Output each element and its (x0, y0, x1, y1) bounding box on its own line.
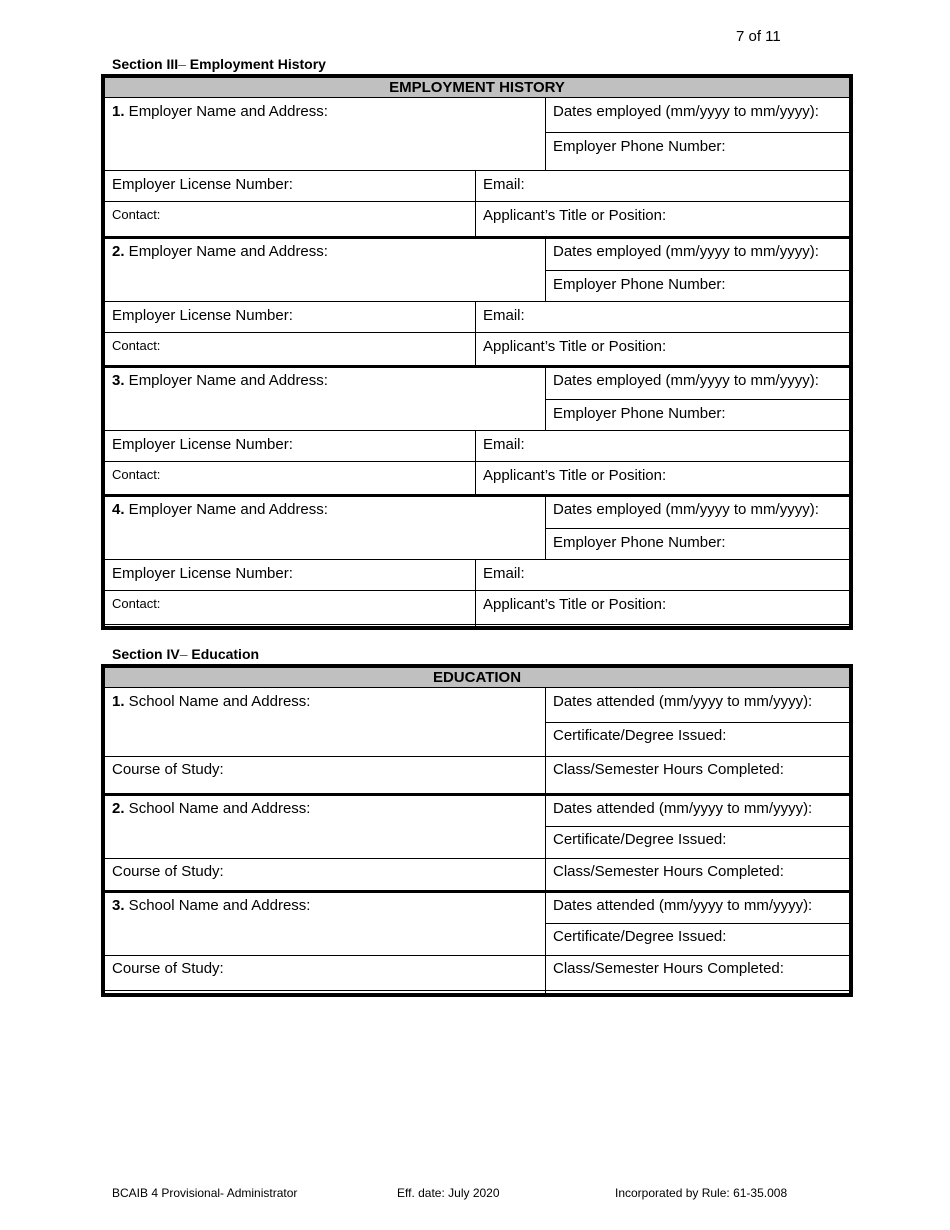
footer-rule: Incorporated by Rule: 61-35.008 (615, 1186, 788, 1200)
school-2-course-label: Course of Study: (112, 863, 224, 880)
employer-1-mid-divider (475, 170, 476, 238)
employer-1-title-label: Applicant’s Title or Position: (483, 207, 667, 224)
employer-4-dates-label: Dates employed (mm/yyyy to mm/yyyy): (553, 501, 819, 518)
school-3-dates-label: Dates attended (mm/yyyy to mm/yyyy): (553, 897, 813, 914)
school-3-name-address-label-number: 3. (112, 897, 125, 914)
footer-eff-date: Eff. date: July 2020 (397, 1186, 500, 1200)
employer-2-license-line (105, 301, 849, 302)
employer-2-license-label: Employer License Number: (112, 307, 293, 324)
employer-4-contact-line (105, 590, 849, 591)
education-section-heading: Section IV (112, 646, 180, 662)
employer-2-name-address-label-number: 2. (112, 243, 125, 260)
education-table (101, 664, 853, 997)
employer-2-title-label: Applicant’s Title or Position: (483, 338, 667, 355)
employer-4-mid-divider (475, 559, 476, 626)
school-3-degree-label: Certificate/Degree Issued: (553, 928, 727, 945)
employer-4-license-line (105, 559, 849, 560)
employer-1-name-address-label (112, 103, 328, 120)
employment-section-title (112, 56, 326, 72)
school-2-course-line (105, 858, 849, 859)
employer-1-dates-line (545, 132, 849, 133)
employer-4-email-label: Email: (483, 565, 525, 582)
employer-2-contact-label: Contact: (112, 338, 161, 353)
school-1-name-address-label-number: 1. (112, 693, 125, 710)
employer-1-license-label: Employer License Number: (112, 176, 293, 193)
employer-2-dates-label: Dates employed (mm/yyyy to mm/yyyy): (553, 243, 819, 260)
school-2-name-address-label-text: School Name and Address: (124, 800, 311, 817)
school-2-dates-label: Dates attended (mm/yyyy to mm/yyyy): (553, 800, 813, 817)
employer-4-name-address-label-text: Employer Name and Address: (124, 501, 328, 518)
employer-2-phone-label: Employer Phone Number: (553, 276, 726, 293)
education-section-dash: – (179, 646, 188, 662)
school-1-degree-label: Certificate/Degree Issued: (553, 727, 727, 744)
employer-3-dates-line (545, 399, 849, 400)
school-2-dates-line (545, 826, 849, 827)
school-2-right-divider (545, 795, 546, 892)
employer-2-name-address-label-text: Employer Name and Address: (124, 243, 328, 260)
employer-4-license-label: Employer License Number: (112, 565, 293, 582)
school-1-name-address-label (112, 693, 310, 710)
employment-bottom-inner-line (105, 624, 849, 625)
employer-3-phone-label: Employer Phone Number: (553, 405, 726, 422)
employer-4-name-address-label (112, 501, 328, 518)
employer-3-license-label: Employer License Number: (112, 436, 293, 453)
employment-table-header: EMPLOYMENT HISTORY (105, 78, 849, 98)
school-3-hours-label: Class/Semester Hours Completed: (553, 960, 784, 977)
school-1-course-line (105, 756, 849, 757)
school-1-course-label: Course of Study: (112, 761, 224, 778)
education-table-header: EDUCATION (105, 668, 849, 688)
employer-2-name-address-label (112, 243, 328, 260)
employer-1-contact-label: Contact: (112, 207, 161, 222)
school-3-name-address-label-text: School Name and Address: (124, 897, 311, 914)
employer-3-dates-label: Dates employed (mm/yyyy to mm/yyyy): (553, 372, 819, 389)
school-3-separator (105, 890, 849, 893)
employer-1-name-address-label-number: 1. (112, 103, 125, 120)
employer-4-contact-label: Contact: (112, 596, 161, 611)
employer-1-right-divider (545, 98, 546, 170)
employer-3-name-address-label-number: 3. (112, 372, 125, 389)
employer-1-dates-label: Dates employed (mm/yyyy to mm/yyyy): (553, 103, 819, 120)
school-3-right-divider (545, 892, 546, 993)
education-section-title (112, 646, 259, 662)
employer-1-name-address-label-text: Employer Name and Address: (124, 103, 328, 120)
employer-3-contact-line (105, 461, 849, 462)
employer-1-contact-line (105, 201, 849, 202)
school-1-dates-line (545, 722, 849, 723)
school-1-right-divider (545, 688, 546, 795)
employer-2-contact-line (105, 332, 849, 333)
employer-4-separator (105, 494, 849, 497)
school-1-hours-label: Class/Semester Hours Completed: (553, 761, 784, 778)
school-3-course-line (105, 955, 849, 956)
school-2-name-address-label-number: 2. (112, 800, 125, 817)
employer-3-email-label: Email: (483, 436, 525, 453)
employer-2-separator (105, 236, 849, 239)
school-1-name-address-label-text: School Name and Address: (124, 693, 311, 710)
employer-3-separator (105, 365, 849, 368)
employer-4-title-label: Applicant’s Title or Position: (483, 596, 667, 613)
employer-4-phone-label: Employer Phone Number: (553, 534, 726, 551)
school-2-hours-label: Class/Semester Hours Completed: (553, 863, 784, 880)
school-3-dates-line (545, 923, 849, 924)
employment-section-name: Employment History (185, 56, 326, 72)
employer-2-email-label: Email: (483, 307, 525, 324)
employer-3-contact-label: Contact: (112, 467, 161, 482)
education-section-name: Education (187, 646, 260, 662)
employment-section-dash: – (178, 56, 186, 72)
employment-history-table (101, 74, 853, 630)
employer-4-dates-line (545, 528, 849, 529)
school-2-degree-label: Certificate/Degree Issued: (553, 831, 727, 848)
school-2-separator (105, 793, 849, 796)
employer-4-name-address-label-number: 4. (112, 501, 125, 518)
education-bottom-inner-line (105, 990, 849, 991)
employer-2-mid-divider (475, 301, 476, 367)
employment-section-heading: Section III (112, 56, 179, 72)
footer-form-name: BCAIB 4 Provisional- Administrator (112, 1186, 298, 1200)
employer-3-license-line (105, 430, 849, 431)
employer-3-name-address-label-text: Employer Name and Address: (124, 372, 328, 389)
employer-3-title-label: Applicant’s Title or Position: (483, 467, 667, 484)
school-2-name-address-label (112, 800, 310, 817)
employer-1-phone-label: Employer Phone Number: (553, 138, 726, 155)
employer-1-email-label: Email: (483, 176, 525, 193)
school-3-name-address-label (112, 897, 310, 914)
employer-2-dates-line (545, 270, 849, 271)
school-3-course-label: Course of Study: (112, 960, 224, 977)
school-1-dates-label: Dates attended (mm/yyyy to mm/yyyy): (553, 693, 813, 710)
employer-3-mid-divider (475, 430, 476, 496)
page-number: 7 of 11 (736, 28, 781, 45)
employer-1-license-line (105, 170, 849, 171)
employer-3-name-address-label (112, 372, 328, 389)
